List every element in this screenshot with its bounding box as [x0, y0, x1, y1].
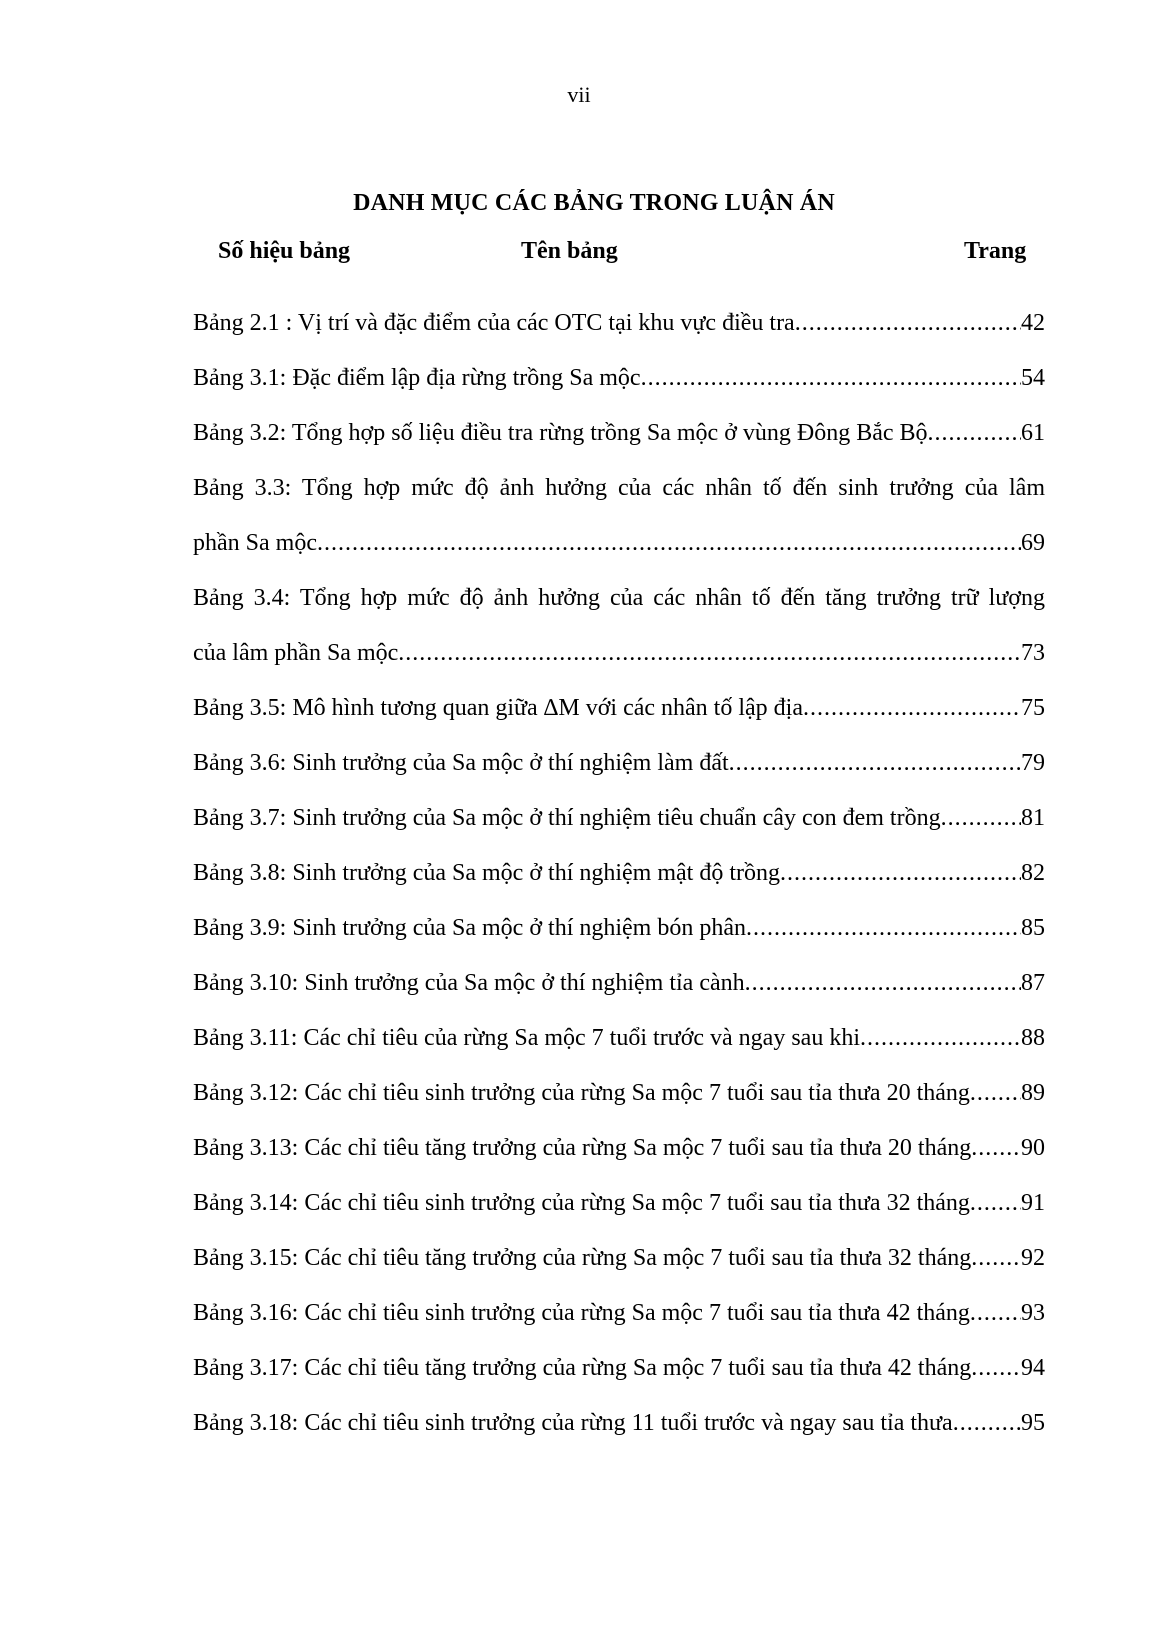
list-item[interactable]	[193, 296, 1045, 351]
entry-line-with-page	[193, 351, 1045, 406]
entry-page-number: 54	[1021, 365, 1045, 391]
entry-page-number: 85	[1021, 915, 1045, 941]
list-item[interactable]	[193, 1396, 1045, 1451]
dot-leader	[803, 681, 1021, 736]
entry-line-with-page	[193, 406, 1045, 461]
page-number: vii	[567, 82, 591, 107]
dot-leader	[953, 1396, 1021, 1451]
entry-text: Bảng 3.3: Tổng hợp mức độ ảnh hưởng của các nhân tố đến sinh trưởng của lâm	[193, 475, 1045, 501]
entry-text: Bảng 3.2: Tổng hợp số liệu điều tra rừng trồng Sa mộc ở vùng Đông Bắc Bộ	[193, 420, 928, 446]
entry-page-number: 93	[1021, 1300, 1045, 1326]
entry-line-with-page	[193, 1121, 1045, 1176]
entry-page-number: 42	[1021, 310, 1045, 336]
dot-leader	[729, 736, 1021, 791]
list-item[interactable]	[193, 571, 1045, 681]
table-list	[193, 296, 1045, 1451]
entry-text: Bảng 3.5: Mô hình tương quan giữa ∆M với các nhân tố lập địa	[193, 695, 803, 721]
dot-leader	[970, 1286, 1021, 1341]
entry-line-with-page	[193, 1066, 1045, 1121]
entry-page-number: 94	[1021, 1355, 1045, 1381]
entry-line-with-page	[193, 956, 1045, 1011]
entry-page-number: 90	[1021, 1135, 1045, 1161]
column-header-page: Trang	[964, 238, 1027, 264]
list-item[interactable]	[193, 956, 1045, 1011]
list-item[interactable]	[193, 1176, 1045, 1231]
entry-page-number: 91	[1021, 1190, 1045, 1216]
entry-text: Bảng 3.8: Sinh trưởng của Sa mộc ở thí nghiệm mật độ trồng	[193, 860, 780, 886]
entry-line-with-page	[193, 681, 1045, 736]
entry-page-number: 89	[1021, 1080, 1045, 1106]
dot-leader	[971, 1231, 1021, 1286]
entry-text: Bảng 3.13: Các chỉ tiêu tăng trưởng của rừng Sa mộc 7 tuổi sau tỉa thưa 20 tháng	[193, 1135, 972, 1161]
entry-line-with-page	[193, 516, 1045, 571]
entry-line-with-page	[193, 736, 1045, 791]
entry-text: Bảng 3.14: Các chỉ tiêu sinh trưởng của rừng Sa mộc 7 tuổi sau tỉa thưa 32 tháng	[193, 1190, 970, 1216]
entry-text: Bảng 3.11: Các chỉ tiêu của rừng Sa mộc 7 tuổi trước và ngay sau khi	[193, 1025, 860, 1051]
column-header-number: Số hiệu bảng	[218, 238, 351, 264]
entry-text: Bảng 3.1: Đặc điểm lập địa rừng trồng Sa mộc	[193, 365, 641, 391]
entry-text: Bảng 3.6: Sinh trưởng của Sa mộc ở thí nghiệm làm đất	[193, 750, 729, 776]
entry-page-number: 73	[1021, 640, 1045, 666]
list-item[interactable]	[193, 1231, 1045, 1286]
dot-leader	[860, 1011, 1021, 1066]
dot-leader	[746, 901, 1021, 956]
dot-leader	[970, 1176, 1021, 1231]
entry-text: Bảng 3.10: Sinh trưởng của Sa mộc ở thí nghiệm tỉa cành	[193, 970, 745, 996]
entry-page-number: 95	[1021, 1410, 1045, 1436]
entry-line-with-page	[193, 1011, 1045, 1066]
entry-page-number: 92	[1021, 1245, 1045, 1271]
dot-leader	[971, 1121, 1021, 1176]
list-item[interactable]	[193, 1341, 1045, 1396]
dot-leader	[795, 296, 1021, 351]
entry-page-number: 75	[1021, 695, 1045, 721]
list-item[interactable]	[193, 681, 1045, 736]
entry-line-with-page	[193, 296, 1045, 351]
entry-page-number: 88	[1021, 1025, 1045, 1051]
list-item[interactable]	[193, 791, 1045, 846]
entry-line-with-page	[193, 901, 1045, 956]
entry-line-with-page	[193, 1341, 1045, 1396]
entry-text: Bảng 3.17: Các chỉ tiêu tăng trưởng của rừng Sa mộc 7 tuổi sau tỉa thưa 42 tháng	[193, 1355, 972, 1381]
entry-text: của lâm phần Sa mộc	[193, 640, 399, 666]
dot-leader	[971, 1341, 1021, 1396]
entry-text: Bảng 3.15: Các chỉ tiêu tăng trưởng của rừng Sa mộc 7 tuổi sau tỉa thưa 32 tháng	[193, 1245, 972, 1271]
entry-text: Bảng 3.4: Tổng hợp mức độ ảnh hưởng của các nhân tố đến tăng trưởng trữ lượng	[193, 585, 1045, 611]
entry-page-number: 87	[1021, 970, 1045, 996]
entry-text: Bảng 3.9: Sinh trưởng của Sa mộc ở thí nghiệm bón phân	[193, 915, 746, 941]
dot-leader	[970, 1066, 1021, 1121]
list-item[interactable]	[193, 1286, 1045, 1341]
entry-text: Bảng 3.12: Các chỉ tiêu sinh trưởng của rừng Sa mộc 7 tuổi sau tỉa thưa 20 tháng	[193, 1080, 970, 1106]
dot-leader	[780, 846, 1021, 901]
list-item[interactable]	[193, 1066, 1045, 1121]
entry-line-with-page	[193, 1396, 1045, 1451]
entry-line-with-page	[193, 1231, 1045, 1286]
dot-leader	[641, 351, 1021, 406]
entry-line-with-page	[193, 791, 1045, 846]
entry-text: Bảng 2.1 : Vị trí và đặc điểm của các OTC tại khu vực điều tra	[193, 310, 795, 336]
list-item[interactable]	[193, 736, 1045, 791]
entry-line-with-page	[193, 626, 1045, 681]
entry-text: Bảng 3.16: Các chỉ tiêu sinh trưởng của rừng Sa mộc 7 tuổi sau tỉa thưa 42 tháng	[193, 1300, 970, 1326]
entry-text: phần Sa mộc	[193, 530, 317, 556]
list-item[interactable]	[193, 461, 1045, 571]
page-title: DANH MỤC CÁC BẢNG TRONG LUẬN ÁN	[353, 190, 835, 216]
entry-line	[193, 461, 1045, 516]
entry-text: Bảng 3.18: Các chỉ tiêu sinh trưởng của rừng 11 tuổi trước và ngay sau tỉa thưa	[193, 1410, 953, 1436]
list-item[interactable]	[193, 1011, 1045, 1066]
column-header-name: Tên bảng	[521, 238, 618, 264]
list-item[interactable]	[193, 351, 1045, 406]
dot-leader	[317, 516, 1021, 571]
dot-leader	[745, 956, 1021, 1011]
list-item[interactable]	[193, 406, 1045, 461]
entry-page-number: 61	[1021, 420, 1045, 446]
entry-page-number: 69	[1021, 530, 1045, 556]
list-item[interactable]	[193, 901, 1045, 956]
dot-leader	[928, 406, 1021, 461]
dot-leader	[941, 791, 1021, 846]
list-item[interactable]	[193, 1121, 1045, 1176]
dot-leader	[398, 626, 1021, 681]
entry-line-with-page	[193, 846, 1045, 901]
list-item[interactable]	[193, 846, 1045, 901]
entry-text: Bảng 3.7: Sinh trưởng của Sa mộc ở thí nghiệm tiêu chuẩn cây con đem trồng	[193, 805, 941, 831]
entry-line-with-page	[193, 1286, 1045, 1341]
entry-line-with-page	[193, 1176, 1045, 1231]
entry-page-number: 82	[1021, 860, 1045, 886]
entry-line	[193, 571, 1045, 626]
entry-page-number: 81	[1021, 805, 1045, 831]
entry-page-number: 79	[1021, 750, 1045, 776]
